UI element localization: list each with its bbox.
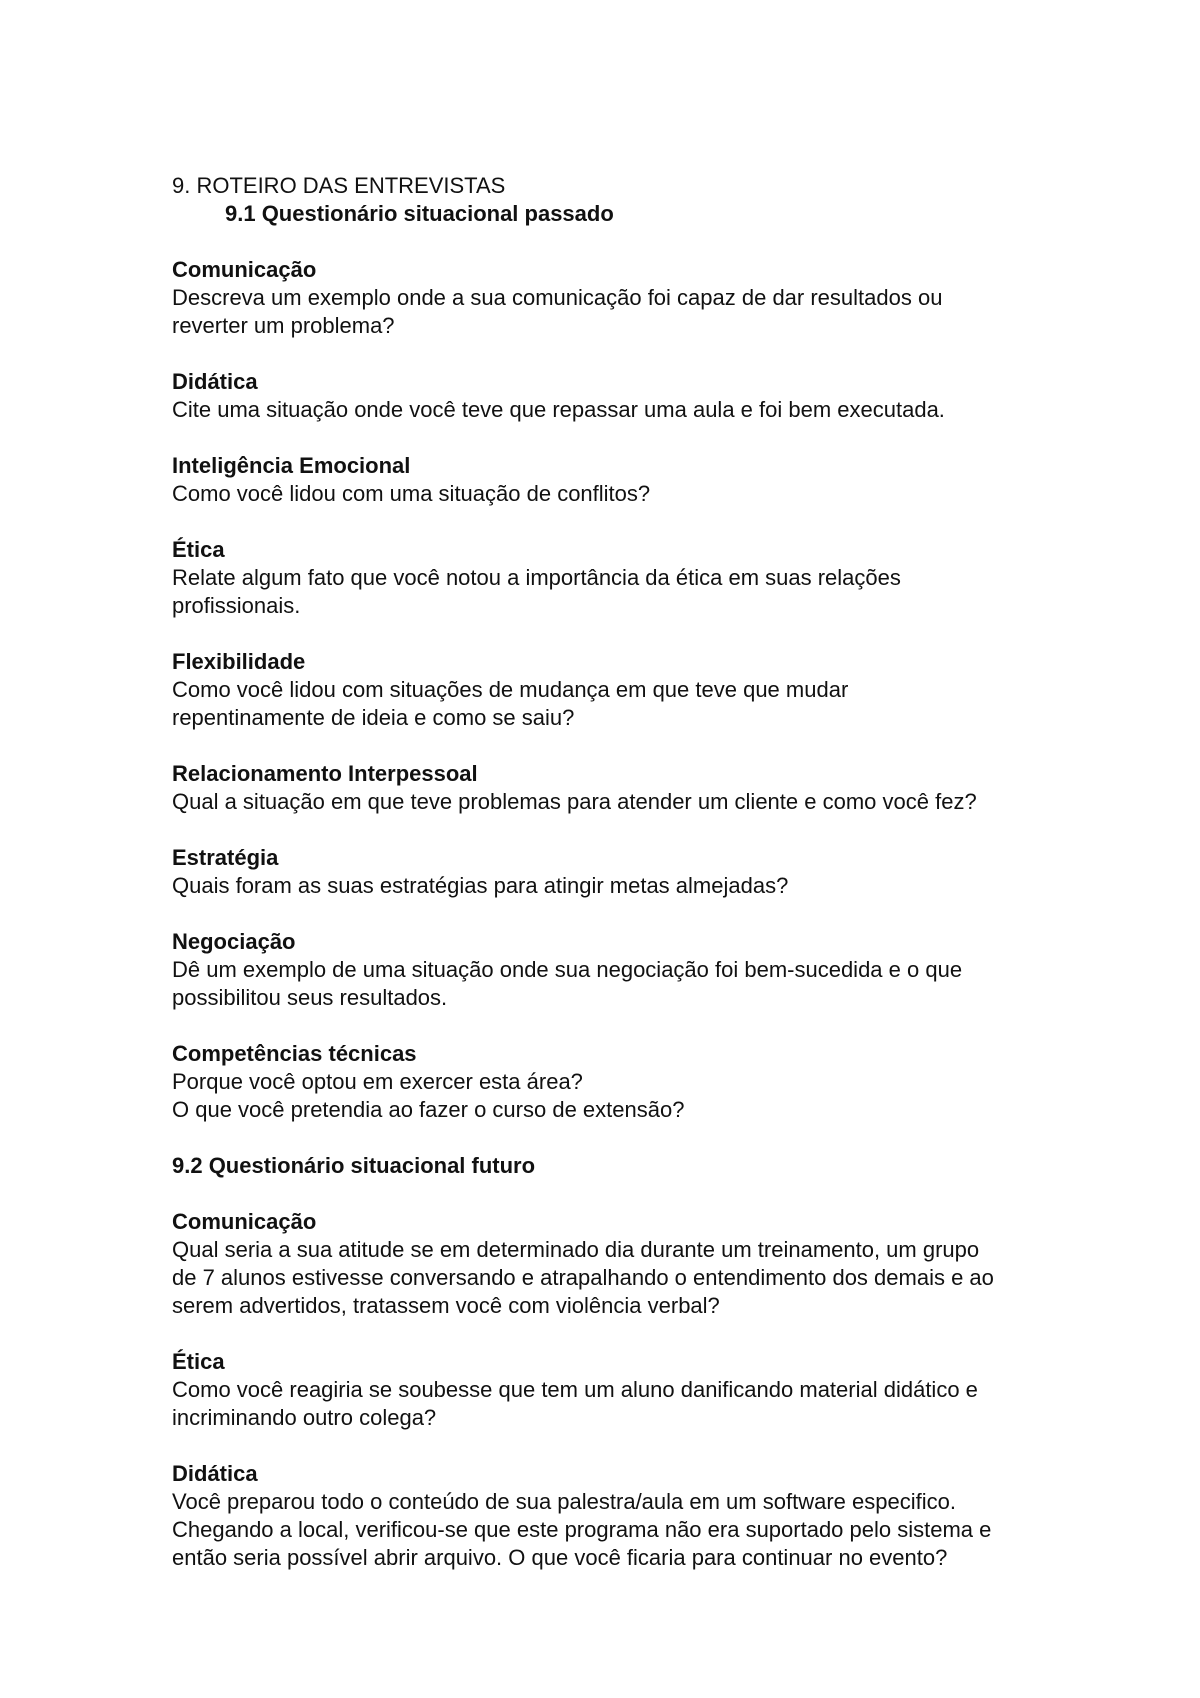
question-text: de 7 alunos estivesse conversando e atrapalhando o entendimento dos demais e ao: [172, 1265, 994, 1290]
question-text: Qual a situação em que teve problemas para atender um cliente e como você fez?: [172, 789, 977, 814]
question-block: [172, 256, 1102, 340]
question-text: Dê um exemplo de uma situação onde sua negociação foi bem-sucedida e o que: [172, 957, 963, 982]
question-text: profissionais.: [172, 593, 301, 618]
competency-title: Ética: [172, 1349, 225, 1374]
question-text: então seria possível abrir arquivo. O que você ficaria para continuar no evento?: [172, 1545, 948, 1570]
section-title-future: 9.2 Questionário situacional futuro: [172, 1153, 536, 1178]
question-text: Como você reagiria se soubesse que tem um aluno danificando material didático e: [172, 1377, 978, 1402]
competency-title: Comunicação: [172, 1209, 317, 1234]
document-content: [172, 172, 1102, 1572]
question-text: Descreva um exemplo onde a sua comunicação foi capaz de dar resultados ou: [172, 285, 943, 310]
question-text: Como você lidou com situações de mudança em que teve que mudar: [172, 677, 849, 702]
competency-title: Negociação: [172, 929, 296, 954]
question-text: serem advertidos, tratassem você com violência verbal?: [172, 1293, 720, 1318]
question-text: possibilitou seus resultados.: [172, 985, 448, 1010]
question-block: [172, 760, 1102, 816]
question-block: [172, 536, 1102, 620]
question-block: [172, 1348, 1102, 1432]
competency-title: Flexibilidade: [172, 649, 306, 674]
question-text: Você preparou todo o conteúdo de sua palestra/aula em um software especifico.: [172, 1489, 956, 1514]
competency-title: Estratégia: [172, 845, 279, 870]
question-block: [172, 452, 1102, 508]
question-text: Qual seria a sua atitude se em determinado dia durante um treinamento, um grupo: [172, 1237, 980, 1262]
competency-title: Comunicação: [172, 257, 317, 282]
question-block: [172, 844, 1102, 900]
competency-title: Inteligência Emocional: [172, 453, 411, 478]
section-title-past: 9.1 Questionário situacional passado: [225, 201, 614, 226]
question-text: Porque você optou em exercer esta área?: [172, 1069, 583, 1094]
competency-title: Didática: [172, 369, 258, 394]
competency-title: Competências técnicas: [172, 1041, 417, 1066]
competency-title: Relacionamento Interpessoal: [172, 761, 478, 786]
question-text: Como você lidou com uma situação de conflitos?: [172, 481, 651, 506]
question-block: [172, 648, 1102, 732]
question-text: incriminando outro colega?: [172, 1405, 437, 1430]
competency-title: Ética: [172, 537, 225, 562]
question-block: [172, 1040, 1102, 1124]
question-text: repentinamente de ideia e como se saiu?: [172, 705, 575, 730]
question-block: [172, 1208, 1102, 1320]
question-text: Quais foram as suas estratégias para atingir metas almejadas?: [172, 873, 789, 898]
question-text: reverter um problema?: [172, 313, 395, 338]
competency-title: Didática: [172, 1461, 258, 1486]
question-text: Relate algum fato que você notou a importância da ética em suas relações: [172, 565, 901, 590]
question-block: [172, 928, 1102, 1012]
question-text: O que você pretendia ao fazer o curso de extensão?: [172, 1097, 685, 1122]
question-block: [172, 368, 1102, 424]
document-title: 9. ROTEIRO DAS ENTREVISTAS: [172, 173, 506, 198]
question-text: Chegando a local, verificou-se que este programa não era suportado pelo sistema e: [172, 1517, 992, 1542]
question-text: Cite uma situação onde você teve que repassar uma aula e foi bem executada.: [172, 397, 945, 422]
question-block: [172, 1460, 1102, 1572]
